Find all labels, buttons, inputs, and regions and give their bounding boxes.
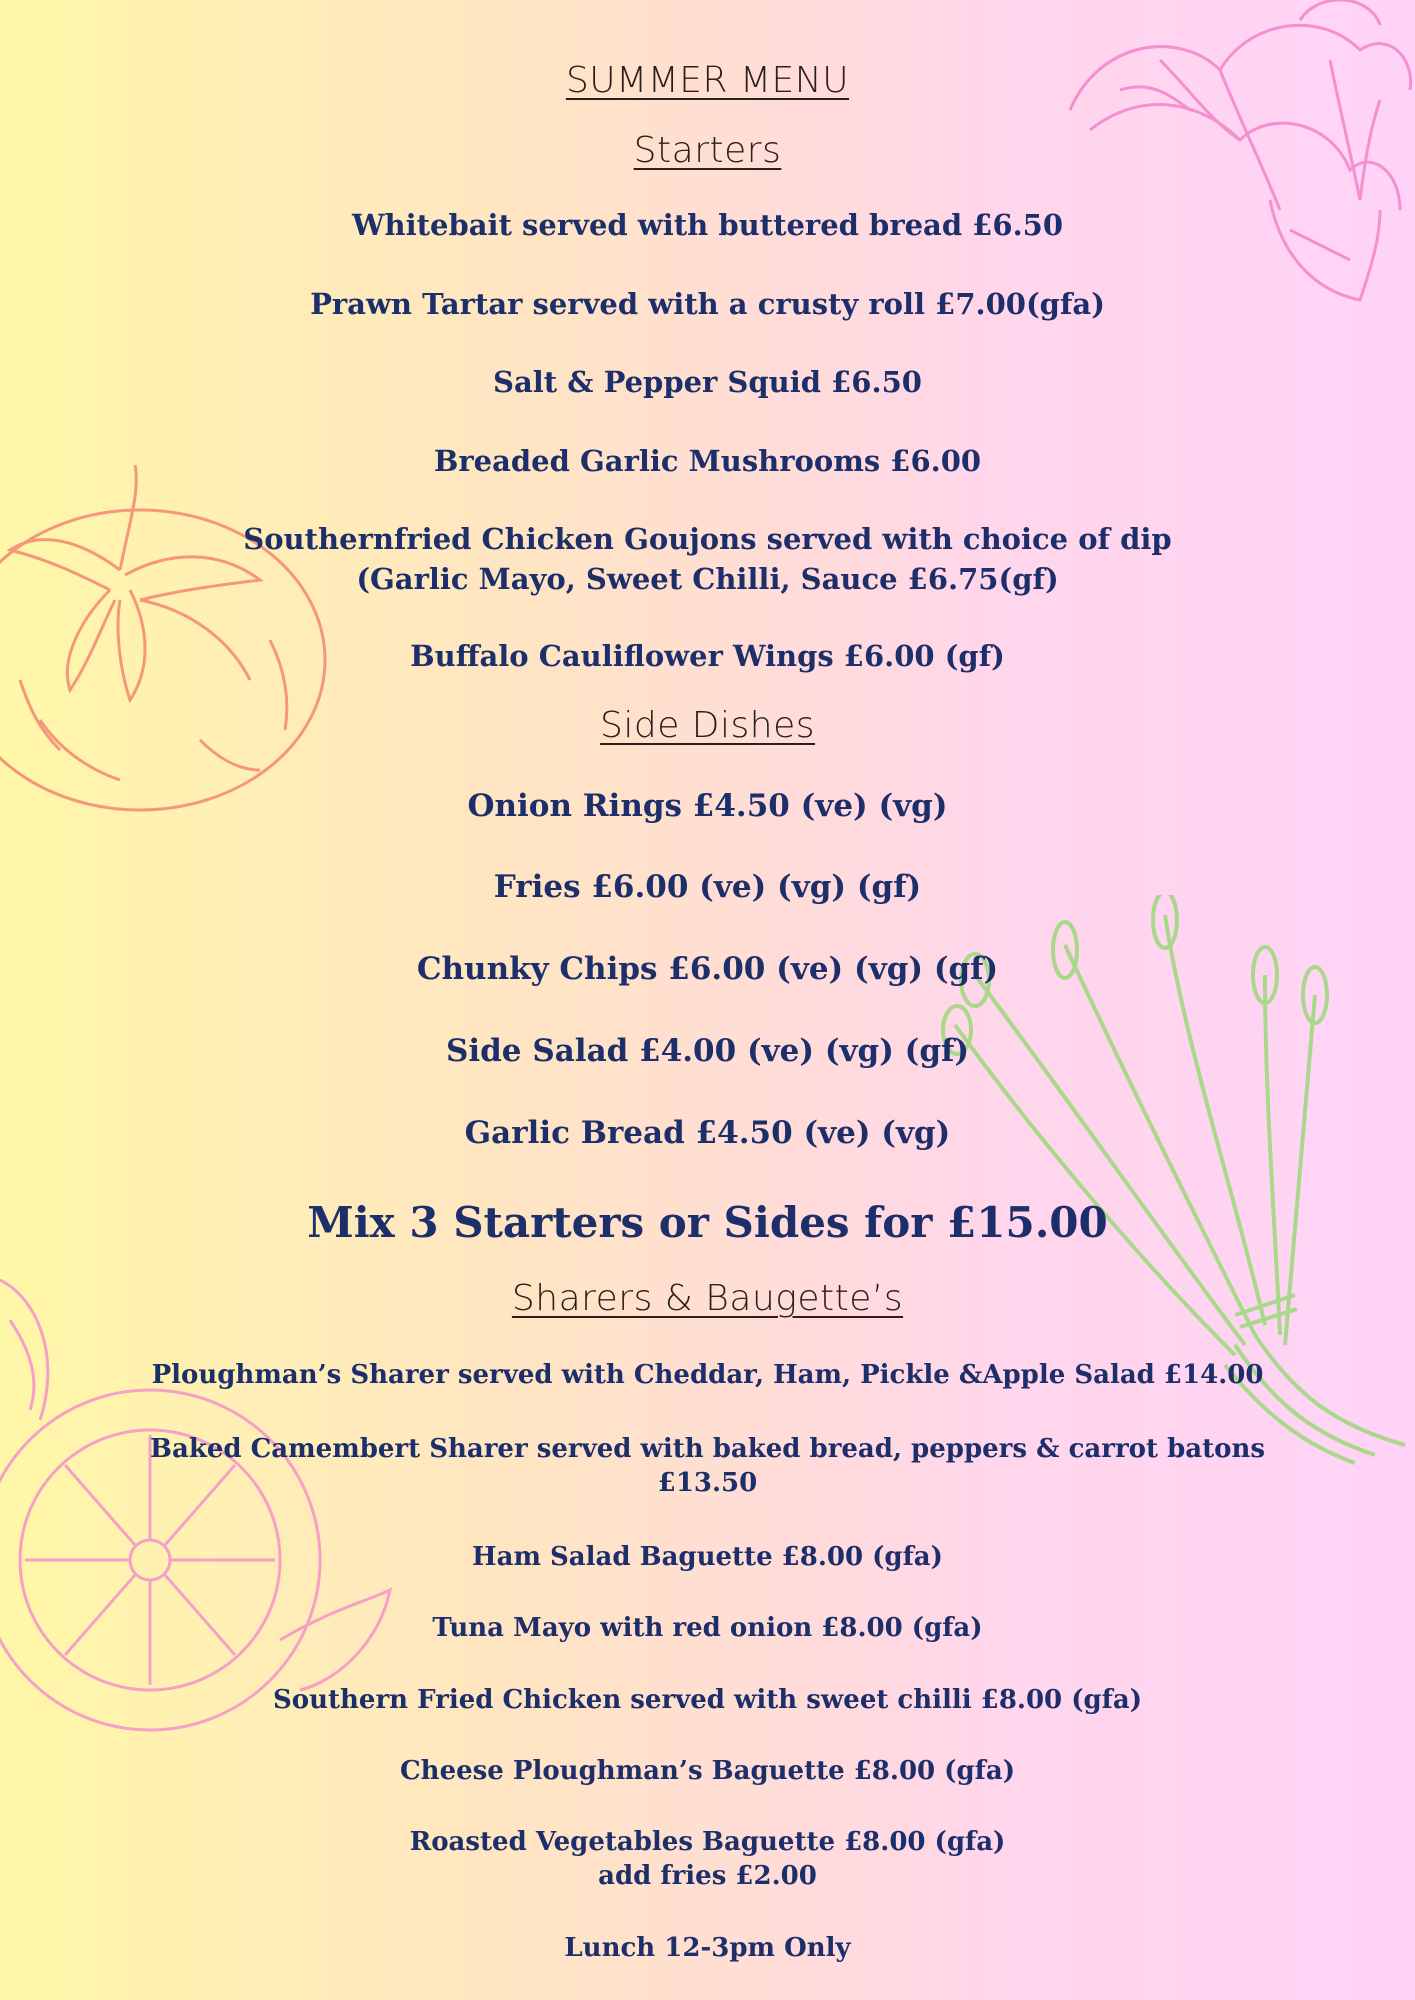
menu-item: Southern Fried Chicken served with sweet chilli £8.00 (gfa) [272, 1685, 1143, 1715]
menu-item: Tuna Mayo with red onion £8.00 (gfa) [432, 1613, 983, 1643]
offer-banner: Mix 3 Starters or Sides for £15.00 [307, 1198, 1108, 1247]
menu-item: Ham Salad Baguette £8.00 (gfa) [472, 1542, 943, 1572]
lunch-hours-note: Lunch 12-3pm Only [564, 1933, 851, 1963]
menu-item: Prawn Tartar served with a crusty roll £7.00(gfa) [310, 287, 1105, 321]
menu-item: Southernfried Chicken Goujons served with choice of dip (Garlic Mayo, Sweet Chilli, Sauce £6.75(gf) [243, 522, 1172, 596]
menu-title: SUMMER MENU [565, 60, 850, 101]
menu-item: Buffalo Cauliflower Wings £6.00 (gf) [410, 639, 1005, 673]
menu-item: Fries £6.00 (ve) (vg) (gf) [493, 869, 922, 905]
menu-item: Breaded Garlic Mushrooms £6.00 [433, 444, 982, 478]
menu-item: Onion Rings £4.50 (ve) (vg) [467, 788, 948, 824]
menu-item: Side Salad £4.00 (ve) (vg) (gf) [445, 1033, 970, 1069]
menu-item: Cheese Ploughman’s Baguette £8.00 (gfa) [399, 1756, 1015, 1786]
menu-item: Chunky Chips £6.00 (ve) (vg) (gf) [416, 951, 999, 987]
menu-item: Garlic Bread £4.50 (ve) (vg) [464, 1115, 951, 1151]
menu-item: Ploughman’s Sharer served with Cheddar, Ham, Pickle &Apple Salad £14.00 [151, 1360, 1264, 1390]
menu-item: Whitebait served with buttered bread £6.50 [351, 208, 1064, 242]
menu-item: Roasted Vegetables Baguette £8.00 (gfa) add fries £2.00 [409, 1827, 1006, 1891]
side-dishes-heading: Side Dishes [600, 705, 815, 746]
menu-item: Salt & Pepper Squid £6.50 [493, 365, 922, 399]
menu-item: Baked Camembert Sharer served with baked bread, peppers & carrot batons £13.50 [150, 1434, 1265, 1498]
sharers-heading: Sharers & Baugette’s [511, 1278, 904, 1319]
starters-heading: Starters [633, 130, 782, 171]
